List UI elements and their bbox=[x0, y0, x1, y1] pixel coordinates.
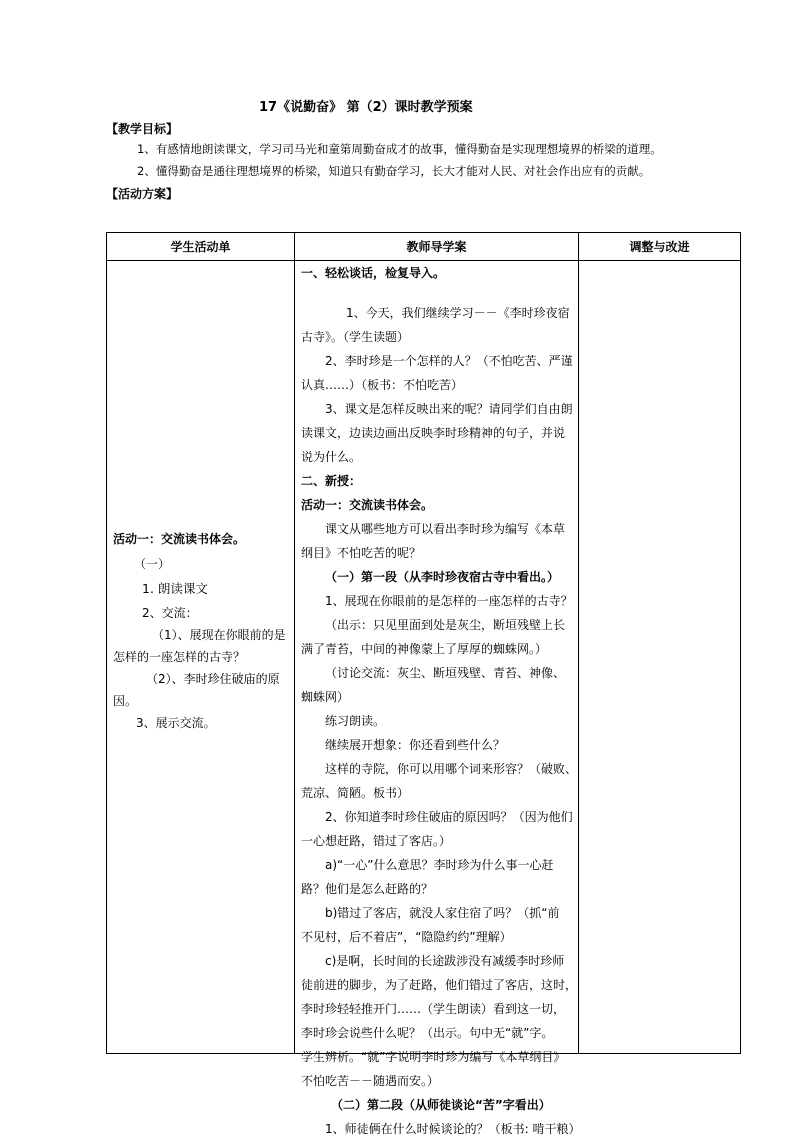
teacher-line: 不怕吃苦－－随遇而安。） bbox=[301, 1074, 440, 1088]
teacher-line: 路？他们是怎么赶路的？ bbox=[301, 882, 434, 896]
teacher-guide-cell bbox=[295, 261, 581, 1136]
teacher-line: c)是啊，长时间的长途跋涉没有减缓李时珍师 bbox=[325, 954, 565, 968]
teacher-line: 活动一：交流读书体会。 bbox=[301, 498, 434, 512]
student-activity-cell bbox=[107, 261, 295, 1054]
teacher-line: （出示：只见里面到处是灰尘，断垣残壁上长 bbox=[325, 618, 566, 632]
table-body-row bbox=[107, 261, 741, 1054]
goals-heading: 【教学目标】 bbox=[106, 122, 179, 136]
teacher-line: 1、师徒俩在什么时候谈论的？（板书: 啃干粮） bbox=[325, 1122, 581, 1136]
teacher-line: 3、课文是怎样反映出来的呢？请同学们自由朗 bbox=[325, 402, 573, 416]
teacher-line: 古寺》。（学生读题） bbox=[301, 330, 410, 344]
teacher-line: 继续展开想象：你还看到些什么？ bbox=[325, 738, 506, 752]
teacher-line: 2、你知道李时珍住破庙的原因吗？（因为他们 bbox=[325, 810, 573, 824]
teacher-line: 说为什么。 bbox=[301, 450, 362, 464]
student-line: 因。 bbox=[113, 694, 138, 708]
teacher-line: 蜘蛛网） bbox=[301, 690, 350, 704]
table-header-row bbox=[107, 233, 741, 261]
teacher-line: b)错过了客店，就没人家住宿了吗？（抓“前 bbox=[325, 906, 560, 920]
teacher-line: 荒凉、简陋。板书） bbox=[301, 786, 410, 800]
teacher-line: 读课文，边读边画出反映李时珍精神的句子，并说 bbox=[301, 426, 566, 440]
student-line: （2）、李时珍住破庙的原 bbox=[146, 672, 280, 686]
teacher-line: 李时珍轻轻推开门……（学生朗读）看到这一切， bbox=[301, 1002, 566, 1016]
student-line: 1. 朗读课文 bbox=[142, 581, 208, 596]
student-line: 怎样的一座怎样的古寺？ bbox=[113, 650, 246, 664]
teacher-line: 这样的寺院，你可以用哪个词来形容？（破败、 bbox=[325, 762, 578, 776]
goal-1: 1、有感情地朗读课文，学习司马光和童第周勤奋成才的故事，懂得勤奋是实现理想境界的桥梁的道理。 bbox=[137, 142, 662, 156]
plan-heading: 【活动方案】 bbox=[106, 187, 179, 201]
teacher-line: 满了青苔，中间的神像蒙上了厚厚的蜘蛛网。） bbox=[301, 642, 548, 656]
teacher-line: a)“一心”什么意思？李时珍为什么事一心赶 bbox=[325, 858, 554, 872]
student-line: （一） bbox=[134, 557, 171, 571]
teacher-line: 练习朗读。 bbox=[325, 714, 386, 728]
teacher-line: （一）第一段（从李时珍夜宿古寺中看出。） bbox=[325, 570, 560, 584]
header-adjustment: 调整与改进 bbox=[579, 233, 741, 261]
teacher-line: 认真……）（板书：不怕吃苦） bbox=[301, 378, 464, 392]
student-line: （1）、展现在你眼前的是 bbox=[152, 628, 286, 642]
teacher-line: 一心想赶路，错过了客店。） bbox=[301, 834, 452, 848]
teacher-line: 课文从哪些地方可以看出李时珍为编写《本草 bbox=[325, 522, 566, 536]
teacher-line: 学生辨析。“就”字说明李时珍为编写《本草纲目》 bbox=[301, 1050, 566, 1064]
teacher-line: （二）第二段（从师徒谈论“苦”字看出） bbox=[331, 1098, 551, 1112]
teacher-line: （讨论交流：灰尘、断垣残壁、青苔、神像、 bbox=[325, 666, 566, 680]
teacher-line: 1、今天，我们继续学习－－《李时珍夜宿 bbox=[346, 306, 570, 320]
teacher-line: 1、展现在你眼前的是怎样的一座怎样的古寺？ bbox=[325, 594, 573, 608]
teacher-line: 不见村，后不着店”，“隐隐约约”理解） bbox=[301, 930, 512, 944]
student-line: 2、交流： bbox=[142, 606, 198, 620]
activity-plan-table bbox=[106, 232, 741, 1136]
student-line: 活动一：交流读书体会。 bbox=[113, 532, 246, 546]
header-teacher-guide: 教师导学案 bbox=[295, 233, 579, 261]
page-title: 17《说勤奋》 第（2）课时教学预案 bbox=[259, 100, 473, 115]
student-line: 3、展示交流。 bbox=[136, 716, 216, 730]
teacher-line: 一、轻松谈话，检复导入。 bbox=[301, 266, 446, 280]
teacher-line: 李时珍会说些什么呢？（出示。句中无“就”字。 bbox=[301, 1026, 554, 1040]
header-student-activity: 学生活动单 bbox=[107, 233, 295, 261]
teacher-line: 纲目》不怕吃苦的呢？ bbox=[301, 546, 422, 560]
adjustment-cell bbox=[579, 261, 741, 1054]
teacher-line: 徒前进的脚步，为了赶路，他们错过了客店，这时， bbox=[301, 978, 578, 992]
teacher-line: 二、新授： bbox=[301, 474, 362, 488]
teacher-line: 2、李时珍是一个怎样的人？（不怕吃苦、严谨 bbox=[325, 354, 573, 368]
goal-2: 2、懂得勤奋是通往理想境界的桥梁，知道只有勤奋学习，长大才能对人民、对社会作出应有的贡献。 bbox=[137, 164, 651, 178]
